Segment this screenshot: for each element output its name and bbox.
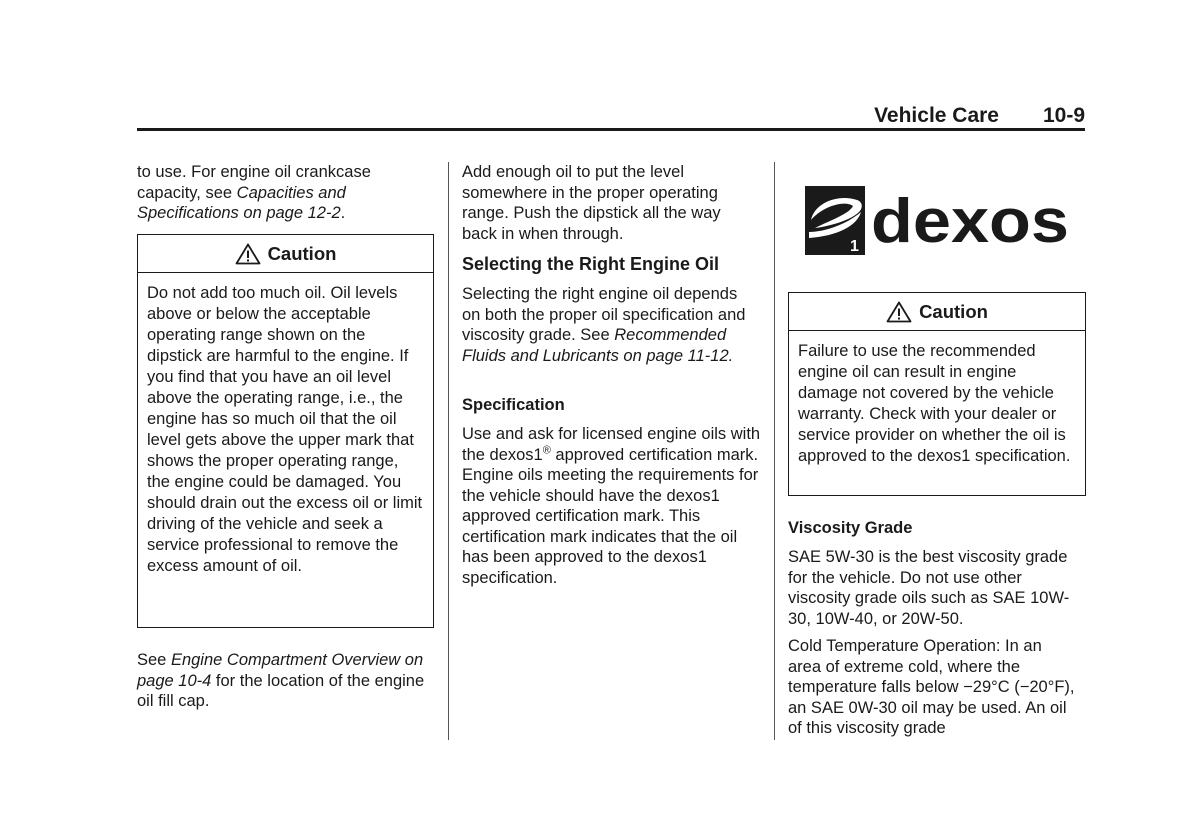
col1-see-paragraph (137, 650, 432, 712)
caution-title: Caution (919, 300, 988, 322)
caution-box (137, 234, 434, 628)
selecting-text: Selecting the right engine oil depends on both the proper oil specification and viscosity grade. See (462, 285, 746, 344)
column-divider (448, 162, 449, 740)
capacities-link[interactable]: Capacities and Specifications on page 12-2 (137, 183, 346, 222)
logo-sub: 1 (850, 238, 859, 255)
page-header (137, 104, 1085, 130)
caution-header (789, 293, 1085, 331)
section-title: Vehicle Care (874, 104, 999, 127)
intro-end: . (340, 204, 346, 222)
spec-text-pre: Use and ask for licensed engine oils with the dexos1 (462, 425, 761, 464)
caution-box (788, 292, 1086, 496)
selecting-oil-paragraph (462, 284, 752, 366)
col1-intro (137, 162, 427, 224)
col2-intro: Add enough oil to put the level somewhere in the proper operating range. Push the dipstick all the way back in when through. (462, 163, 721, 243)
specification-heading: Specification (462, 396, 565, 414)
engine-compartment-link[interactable]: Engine Compartment Overview on page 10-4 (137, 651, 424, 690)
logo-wordmark: dexos (871, 187, 1069, 256)
header-rule (137, 128, 1085, 131)
caution-text: Do not add too much oil. Oil levels above or below the acceptable operating range shown on the dipstick are harmful to the engine. If you find that you have an oil level above the operating range, i.e., the engine has so much oil that the oil level gets above the upper mark that shows the proper operating range, the engine could be damaged. You should drain out the excess oil or limit driving of the vehicle and seek a service professional to remove the excess amount of oil. (147, 284, 423, 575)
fluids-lubricants-link[interactable]: Recommended Fluids and Lubricants on page 11-12. (462, 326, 734, 365)
caution-text: Failure to use the recommended engine oil can result in engine damage not covered by the vehicle warranty. Check with your dealer or service provider on whether the oil is approved to the dexos1 specification. (798, 342, 1071, 465)
selecting-oil-heading: Selecting the Right Engine Oil (462, 254, 720, 274)
caution-title: Caution (267, 242, 337, 264)
spec-text-post: approved certification mark. Engine oils meeting the requirements for the vehicle should have the dexos1 approved certification mark. This certification mark indicates that the oil has been approved to the dexos1 specification. (462, 445, 759, 587)
viscosity-paragraph: SAE 5W-30 is the best viscosity grade for the vehicle. Do not use other viscosity grade oils such as SAE 10W-30, 10W-40, or 20W-50. (788, 548, 1070, 628)
specification-paragraph (462, 424, 762, 588)
see-suffix: for the location of the engine oil fill cap. (137, 671, 425, 710)
warning-icon (235, 243, 261, 265)
viscosity-heading: Viscosity Grade (788, 519, 913, 537)
warning-icon (886, 301, 912, 323)
registered-mark: ® (542, 444, 551, 456)
column-divider (774, 162, 775, 740)
dexos1-logo (805, 186, 1071, 256)
intro-text: to use. For engine oil crankcase capacity, see (137, 163, 371, 202)
see-prefix: See (137, 651, 171, 669)
caution-header (138, 235, 433, 273)
page-number: 10-9 (1042, 104, 1085, 127)
cold-temperature-paragraph: Cold Temperature Operation: In an area of extreme cold, where the temperature falls below −29°C (−20°F), an SAE 0W-30 oil may be used. An oil of this viscosity grade (788, 637, 1075, 737)
